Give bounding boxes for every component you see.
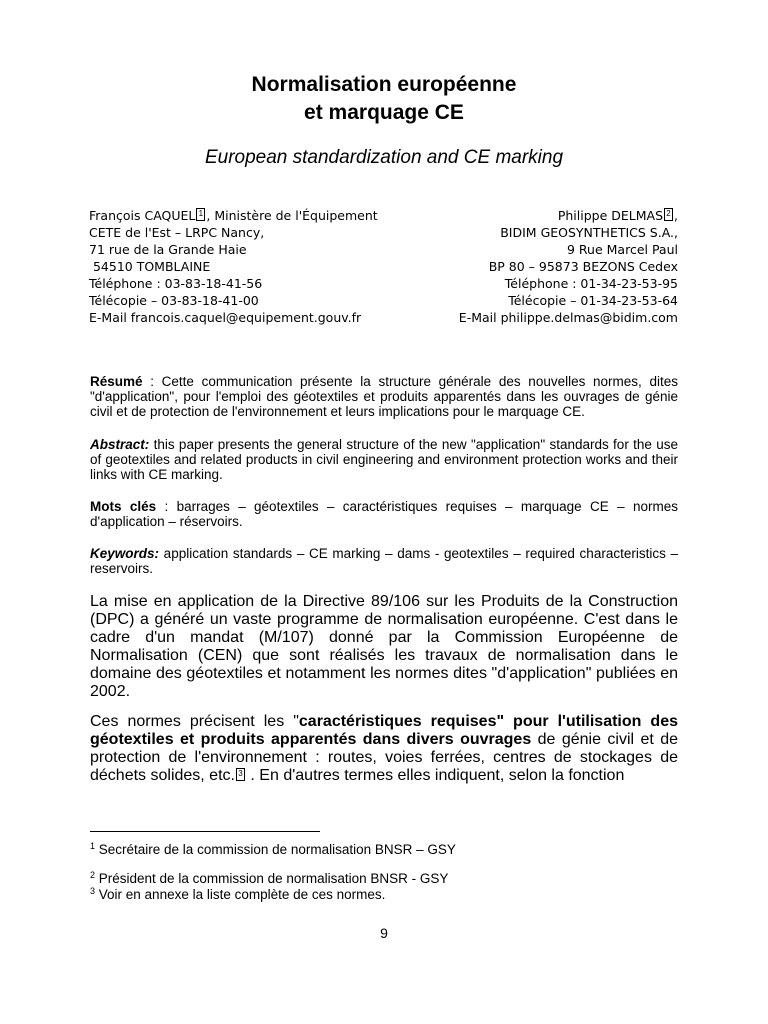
abstract-paragraph — [90, 437, 678, 482]
author-right-line: Télécopie – 01-34-23-53-64 — [508, 293, 678, 308]
page-number: 9 — [380, 925, 388, 941]
footnote-mark-3[interactable]: 3 — [236, 768, 245, 781]
resume-paragraph — [90, 374, 678, 419]
mots-cles-text: : barrages – géotextiles – caractéristiques requises – marquage CE – normes d'application – réservoirs. — [90, 499, 678, 529]
author-left-line: 71 rue de la Grande Haie — [89, 242, 247, 257]
footnote-text: Voir en annexe la liste complète de ces normes. — [95, 887, 386, 902]
keywords-label: Keywords: — [90, 546, 160, 561]
footnote-number: 2 — [90, 870, 96, 880]
subtitle: European standardization and CE marking — [204, 147, 564, 168]
author-right-line: BP 80 – 95873 BEZONS Cedex — [488, 259, 678, 274]
author-left-name: François CAQUEL — [89, 208, 196, 223]
body2-text-3: . En d'autres termes elles indiquent, selon la fonction — [245, 767, 625, 784]
author-right-name-line — [358, 207, 678, 224]
abstract-text: this paper presents the general structure of the new "application" standards for the use of geotextiles and related products in civil engineering and environment protection works and their links with CE marking. — [90, 437, 678, 482]
author-left-email: E-Mail francois.caquel@equipement.gouv.fr — [89, 310, 362, 325]
author-left-affiliation: , Ministère de l'Équipement — [206, 208, 378, 223]
keywords-paragraph — [90, 546, 678, 576]
author-right-block — [358, 207, 678, 326]
footnote-2 — [90, 871, 678, 887]
author-right-line: BIDIM GEOSYNTHETICS S.A., — [500, 225, 678, 240]
mots-cles-label: Mots clés — [90, 499, 157, 514]
body2-text-2: de génie civil et de protection de l'environnement : routes, voies ferrées, centres de stockages de déchets solides, etc. — [90, 731, 679, 784]
body-paragraph-1: La mise en application de la Directive 89/106 sur les Produits de la Construction (DPC) a généré un vaste programme de normalisation européenne. C'est dans le cadre d'un mandat (M/107) donné par la Commission Européenne de Normalisation (CEN) que sont réalisés les travaux de normalisation dans le domaine des géotextiles et notamment les normes dites "d'application" publiées en 2002. — [90, 593, 678, 700]
footnote-mark-2[interactable]: 2 — [664, 208, 673, 221]
body-paragraph-2 — [90, 713, 678, 785]
resume-label: Résumé — [90, 374, 143, 389]
author-left-line: CETE de l'Est – LRPC Nancy, — [89, 225, 265, 240]
footnote-text: Président de la commission de normalisation BNSR - GSY — [95, 871, 449, 886]
title-line-1: Normalisation européenne — [251, 73, 517, 96]
footnote-text: Secrétaire de la commission de normalisation BNSR – GSY — [95, 842, 456, 857]
author-left-line: 54510 TOMBLAINE — [89, 259, 211, 274]
author-right-name: Philippe DELMAS — [557, 208, 664, 223]
abstract-label: Abstract: — [90, 437, 150, 452]
author-right-line: 9 Rue Marcel Paul — [567, 242, 678, 257]
resume-text: : Cette communication présente la structure générale des nouvelles normes, dites "d'application", pour l'emploi des géotextiles et produits apparentés dans les ouvrages de génie civil et de protection de l'environnement et leurs implications pour le marquage CE. — [90, 374, 678, 419]
footnote-separator — [90, 831, 320, 832]
title-line-2: et marquage CE — [304, 101, 464, 124]
mots-cles-paragraph — [90, 499, 678, 529]
body2-text-1: Ces normes précisent les " — [90, 713, 299, 730]
footnote-number: 1 — [90, 841, 96, 851]
footnote-mark-1[interactable]: 1 — [196, 208, 205, 221]
footnote-number: 3 — [90, 886, 96, 896]
footnote-1 — [90, 842, 678, 858]
keywords-text: application standards – CE marking – dams - geotextiles – required characteristics – reservoirs. — [90, 546, 678, 576]
author-right-email: E-Mail philippe.delmas@bidim.com — [458, 310, 678, 325]
footnote-3 — [90, 887, 678, 903]
author-right-name-suffix: , — [674, 208, 678, 223]
author-left-line: Télécopie – 03-83-18-41-00 — [89, 293, 259, 308]
author-right-line: Téléphone : 01-34-23-53-95 — [504, 276, 678, 291]
author-left-line: Téléphone : 03-83-18-41-56 — [89, 276, 263, 291]
body2-emphasis: caractéristiques requises" pour l'utilisation des géotextiles et produits apparentés dans divers ouvrages — [90, 713, 678, 748]
